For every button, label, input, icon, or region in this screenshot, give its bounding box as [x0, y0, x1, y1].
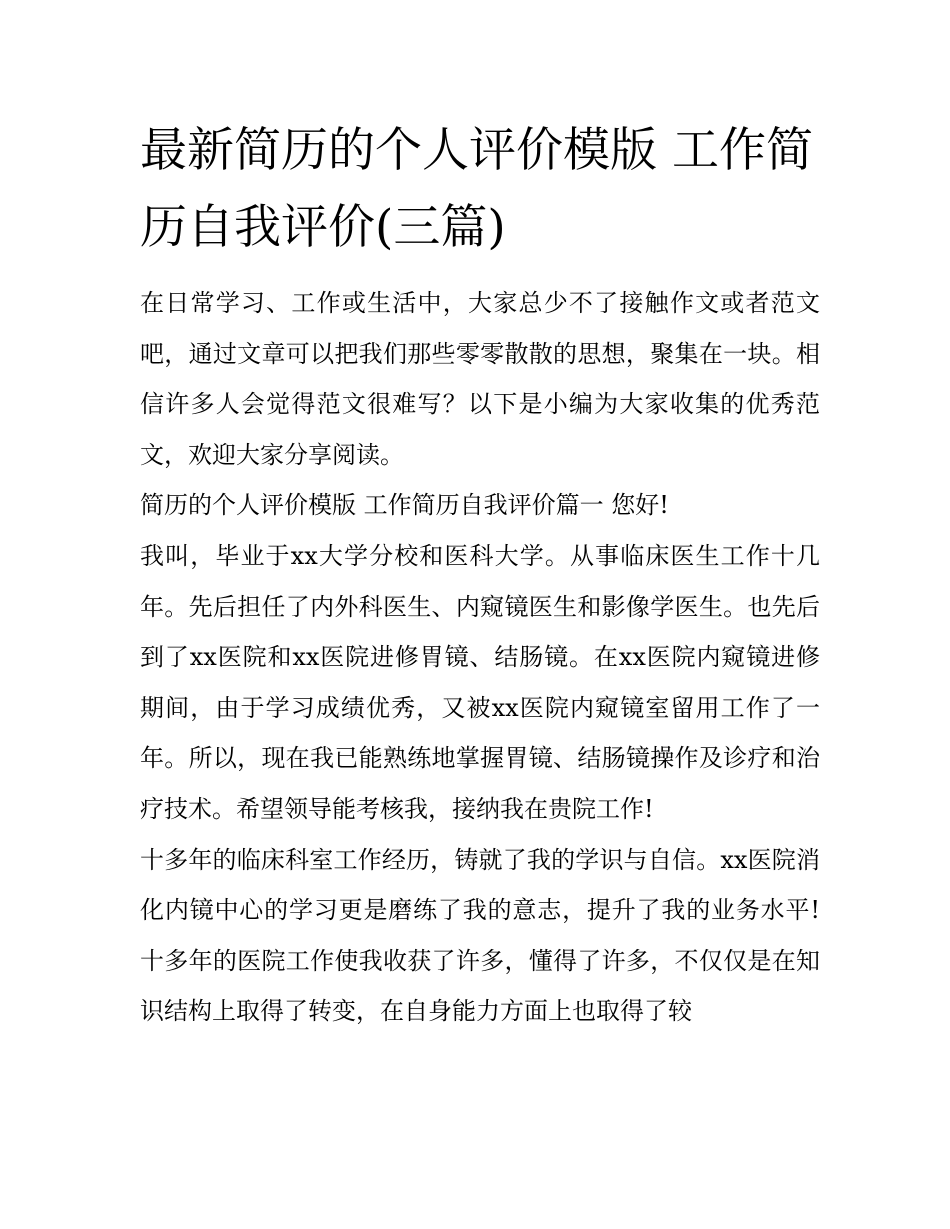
body-paragraph-1: 我叫，毕业于xx大学分校和医科大学。从事临床医生工作十几年。先后担任了内外科医生、内窥镜医生和影像学医生。也先后到了xx医院和xx医院进修胃镜、结肠镜。在xx医院内窥镜进修期间，由于学习成绩优秀，又被xx医院内窥镜室留用工作了一年。所以，现在我已能熟练地掌握胃镜、结肠镜操作及诊疗和治疗技术。希望领导能考核我，接纳我在贵院工作! — [140, 541, 820, 823]
body-paragraph-2: 十多年的临床科室工作经历，铸就了我的学识与自信。xx医院消化内镜中心的学习更是磨练了我的意志，提升了我的业务水平!十多年的医院工作使我收获了许多，懂得了许多，不仅仅是在知识结构上取得了转变，在自身能力方面上也取得了较 — [140, 845, 820, 1026]
intro-paragraph: 在日常学习、工作或生活中，大家总少不了接触作文或者范文吧，通过文章可以把我们那些零零散散的思想，聚集在一块。相信许多人会觉得范文很难写？以下是小编为大家收集的优秀范文，欢迎大家分享阅读。 — [140, 289, 820, 469]
document-title: 最新简历的个人评价模版 工作简历自我评价(三篇) — [140, 123, 813, 255]
document-page — [140, 112, 820, 1037]
section-heading: 简历的个人评价模版 工作简历自我评价篇一 您好! — [140, 491, 669, 520]
